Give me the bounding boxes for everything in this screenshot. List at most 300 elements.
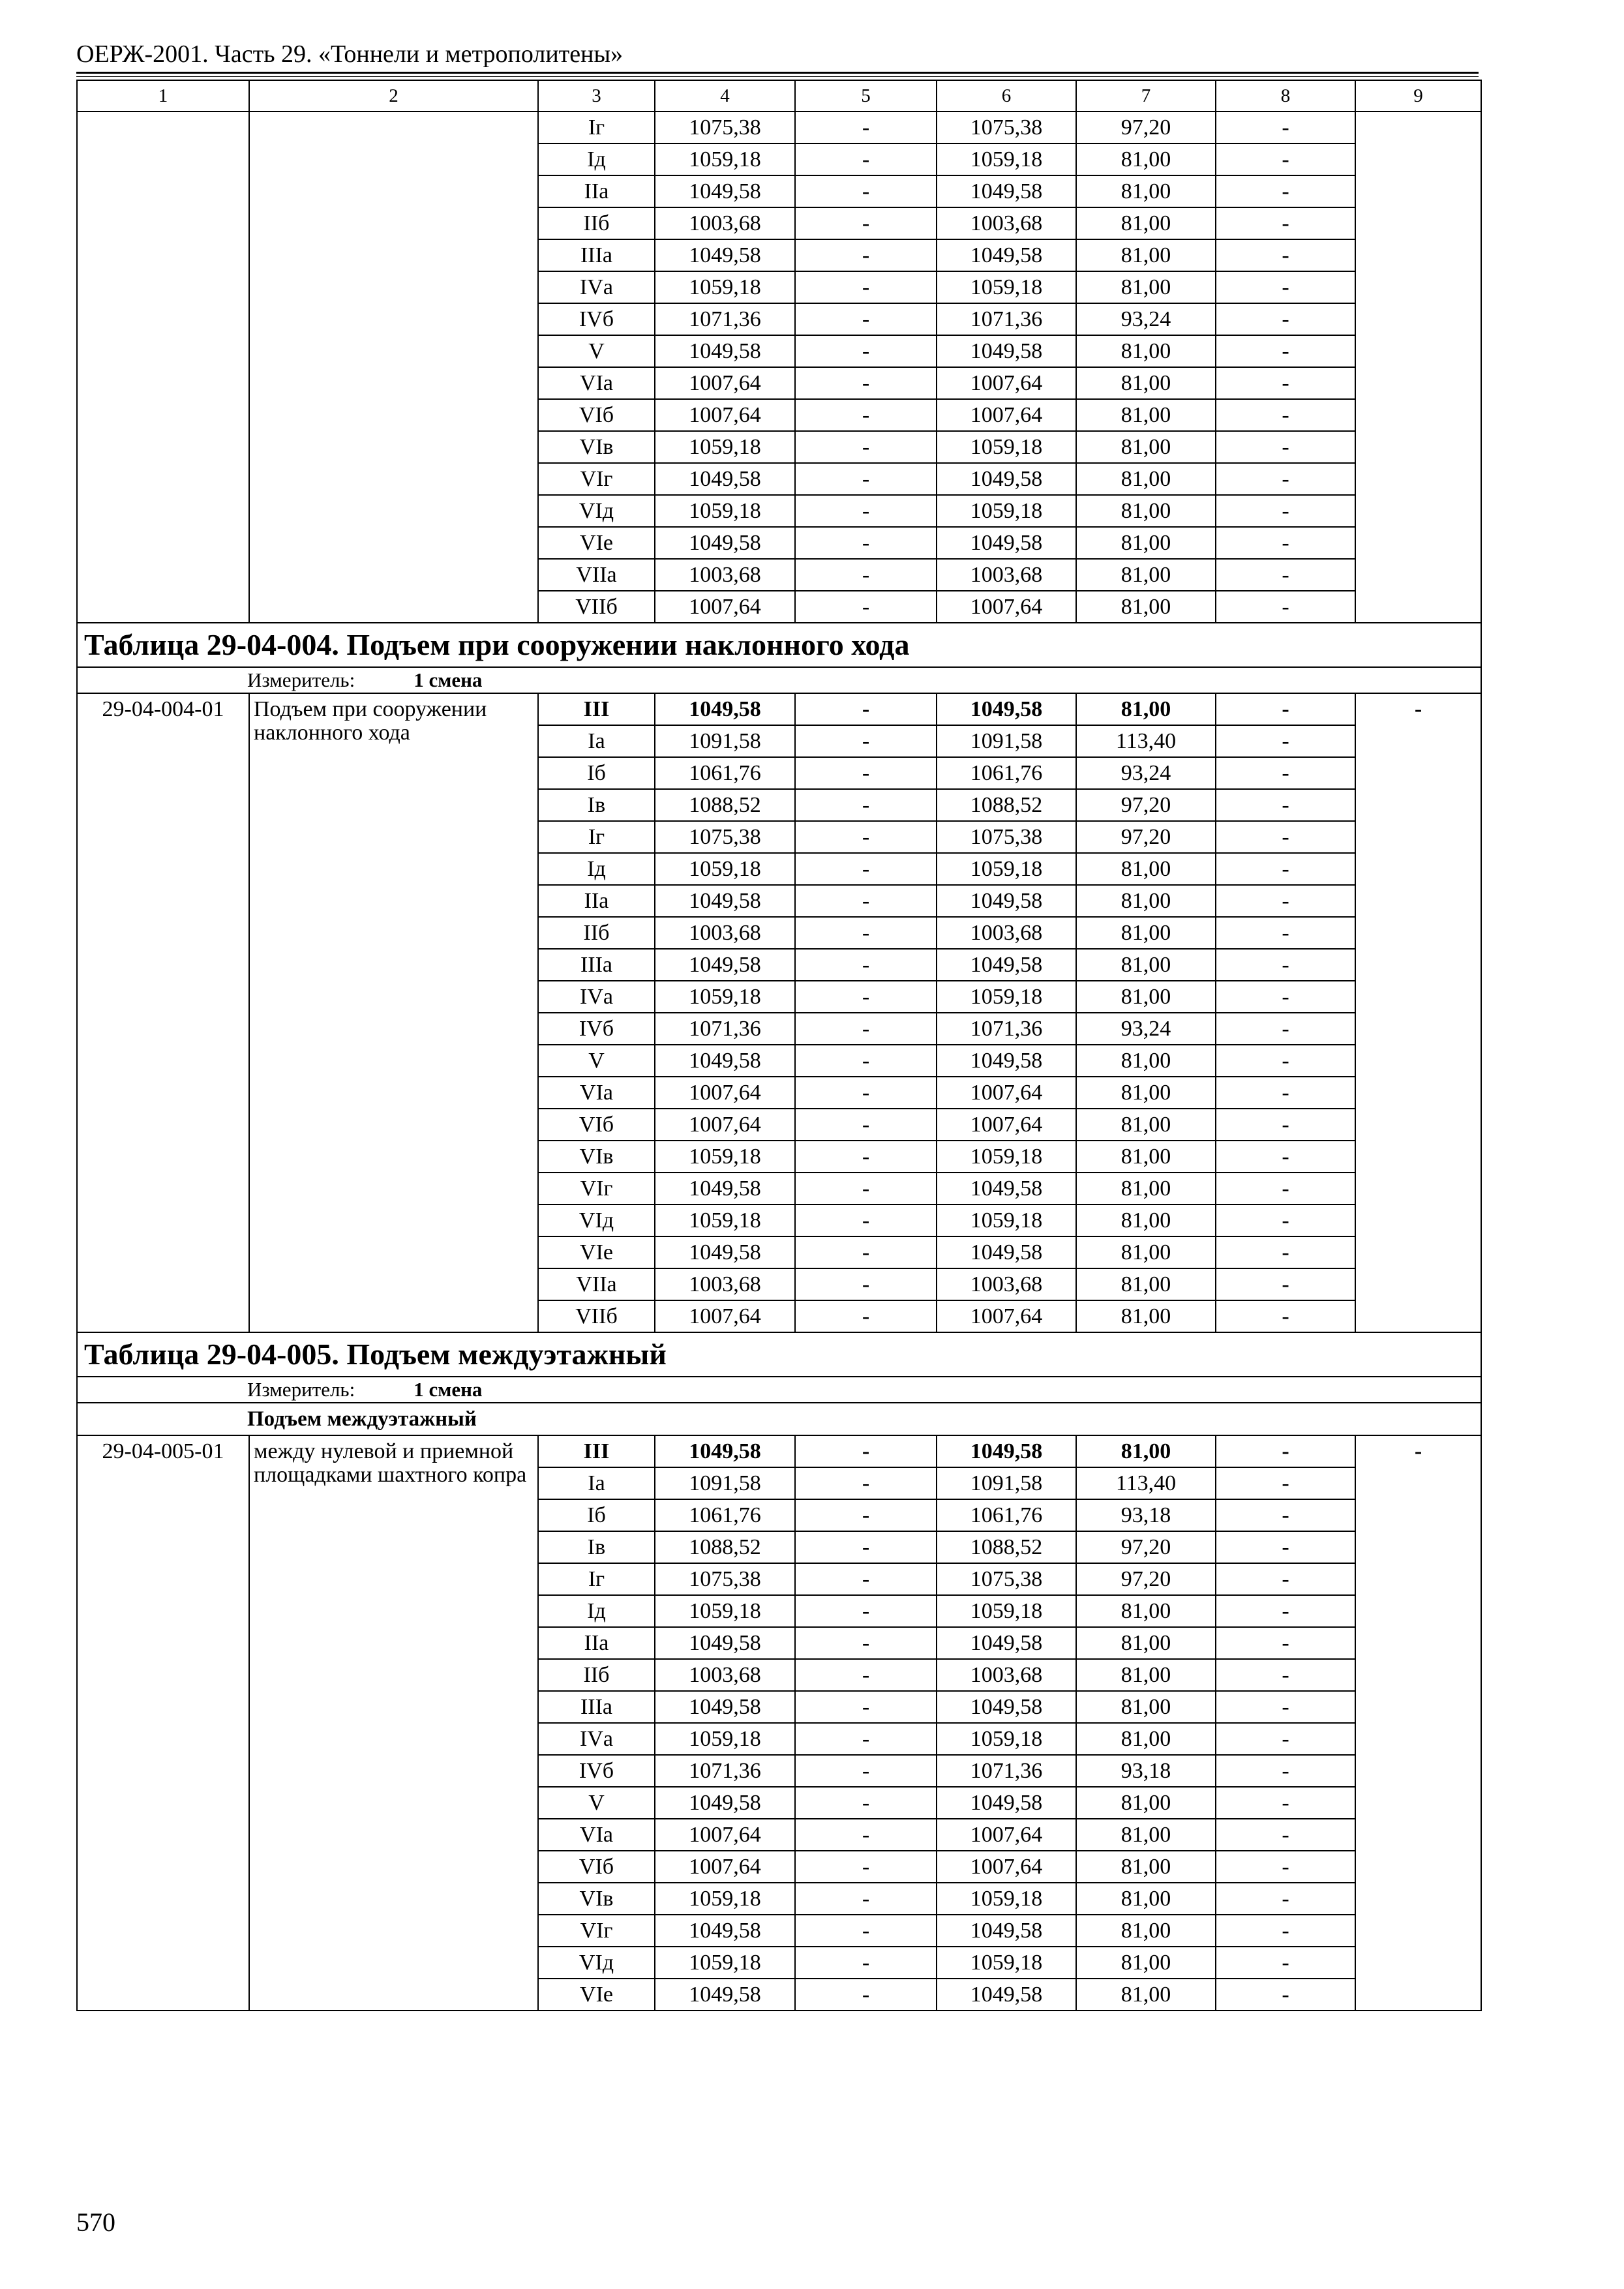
value-cell-v4: 1003,68 bbox=[655, 1268, 795, 1300]
value-cell-v5: - bbox=[795, 789, 937, 821]
value-cell-v5: - bbox=[795, 1013, 937, 1045]
value-cell-v4: 1003,68 bbox=[655, 917, 795, 949]
value-cell-v5: - bbox=[795, 1627, 937, 1659]
value-cell-v6: 1049,58 bbox=[937, 693, 1076, 725]
value-cell-v7: 81,00 bbox=[1076, 559, 1216, 591]
value-cell-v8: - bbox=[1216, 821, 1355, 853]
value-cell-v5: - bbox=[795, 693, 937, 725]
zone-code: VIе bbox=[538, 527, 655, 559]
value-cell-v5: - bbox=[795, 1467, 937, 1499]
zone-code: Iд bbox=[538, 1595, 655, 1627]
document-title: ОЕРЖ-2001. Часть 29. «Тоннели и метрополитены» bbox=[76, 40, 624, 68]
value-cell-v8: - bbox=[1216, 1109, 1355, 1141]
value-cell-v8: - bbox=[1216, 1659, 1355, 1691]
rate-code: 29-04-005-01 bbox=[77, 1435, 249, 2011]
value-cell-v8: - bbox=[1216, 1755, 1355, 1787]
value-cell-v5: - bbox=[795, 527, 937, 559]
value-cell-v8: - bbox=[1216, 1595, 1355, 1627]
value-cell-v9: - bbox=[1355, 693, 1481, 1332]
value-cell-v8: - bbox=[1216, 239, 1355, 271]
value-cell-v6: 1007,64 bbox=[937, 367, 1076, 399]
value-cell-v8: - bbox=[1216, 1204, 1355, 1236]
value-cell-v8: - bbox=[1216, 207, 1355, 239]
unit-cell bbox=[77, 667, 1481, 693]
value-cell-v7: 81,00 bbox=[1076, 1236, 1216, 1268]
zone-code: IVб bbox=[538, 1755, 655, 1787]
value-cell-v7: 81,00 bbox=[1076, 1851, 1216, 1883]
value-cell-v6: 1007,64 bbox=[937, 1109, 1076, 1141]
value-cell-v7: 81,00 bbox=[1076, 431, 1216, 463]
value-cell-v7: 113,40 bbox=[1076, 1467, 1216, 1499]
value-cell-v7: 81,00 bbox=[1076, 1595, 1216, 1627]
value-cell-v8: - bbox=[1216, 112, 1355, 143]
zone-code: VIIа bbox=[538, 1268, 655, 1300]
value-cell-v8: - bbox=[1216, 591, 1355, 623]
value-cell-v8: - bbox=[1216, 1499, 1355, 1531]
value-cell-v5: - bbox=[795, 1204, 937, 1236]
zone-code: VIа bbox=[538, 1077, 655, 1109]
value-cell-v5: - bbox=[795, 1236, 937, 1268]
value-cell-v6: 1007,64 bbox=[937, 399, 1076, 431]
value-cell-v6: 1049,58 bbox=[937, 1915, 1076, 1947]
zone-code: V bbox=[538, 1787, 655, 1819]
value-cell-v6: 1007,64 bbox=[937, 1077, 1076, 1109]
value-cell-v6: 1049,58 bbox=[937, 1236, 1076, 1268]
value-cell-v5: - bbox=[795, 335, 937, 367]
value-cell-v8: - bbox=[1216, 1979, 1355, 2011]
zone-code: Iб bbox=[538, 757, 655, 789]
value-cell-v6: 1003,68 bbox=[937, 917, 1076, 949]
zone-code: VIб bbox=[538, 1851, 655, 1883]
value-cell-v7: 81,00 bbox=[1076, 367, 1216, 399]
table-row bbox=[77, 693, 1481, 725]
value-cell-v4: 1075,38 bbox=[655, 112, 795, 143]
value-cell-v8: - bbox=[1216, 789, 1355, 821]
value-cell-v4: 1059,18 bbox=[655, 271, 795, 303]
value-cell-v7: 81,00 bbox=[1076, 207, 1216, 239]
value-cell-v7: 81,00 bbox=[1076, 1173, 1216, 1204]
value-cell-v6: 1049,58 bbox=[937, 1787, 1076, 1819]
zone-code: VIб bbox=[538, 1109, 655, 1141]
value-cell-v7: 93,18 bbox=[1076, 1755, 1216, 1787]
value-cell-v8: - bbox=[1216, 1723, 1355, 1755]
value-cell-v7: 113,40 bbox=[1076, 725, 1216, 757]
table-title-row bbox=[77, 1332, 1481, 1377]
value-cell-v4: 1003,68 bbox=[655, 559, 795, 591]
value-cell-v7: 81,00 bbox=[1076, 143, 1216, 175]
value-cell-v6: 1091,58 bbox=[937, 1467, 1076, 1499]
value-cell-v6: 1059,18 bbox=[937, 853, 1076, 885]
value-cell-v7: 97,20 bbox=[1076, 1563, 1216, 1595]
value-cell-v6: 1059,18 bbox=[937, 981, 1076, 1013]
value-cell-v5: - bbox=[795, 591, 937, 623]
zone-code: IIIа bbox=[538, 1691, 655, 1723]
value-cell-v5: - bbox=[795, 1045, 937, 1077]
value-cell-v5: - bbox=[795, 239, 937, 271]
value-cell-v6: 1049,58 bbox=[937, 1045, 1076, 1077]
value-cell-v4: 1049,58 bbox=[655, 1236, 795, 1268]
rate-name bbox=[249, 112, 538, 623]
value-cell-v7: 81,00 bbox=[1076, 239, 1216, 271]
value-cell-v6: 1049,58 bbox=[937, 949, 1076, 981]
value-cell-v4: 1007,64 bbox=[655, 399, 795, 431]
value-cell-v4: 1071,36 bbox=[655, 1755, 795, 1787]
value-cell-v5: - bbox=[795, 1851, 937, 1883]
value-cell-v5: - bbox=[795, 303, 937, 335]
zone-code: VIд bbox=[538, 495, 655, 527]
value-cell-v6: 1075,38 bbox=[937, 1563, 1076, 1595]
value-cell-v6: 1007,64 bbox=[937, 1851, 1076, 1883]
value-cell-v6: 1075,38 bbox=[937, 112, 1076, 143]
value-cell-v8: - bbox=[1216, 367, 1355, 399]
value-cell-v4: 1007,64 bbox=[655, 1077, 795, 1109]
value-cell-v4: 1007,64 bbox=[655, 1819, 795, 1851]
value-cell-v7: 97,20 bbox=[1076, 821, 1216, 853]
value-cell-v5: - bbox=[795, 981, 937, 1013]
value-cell-v8: - bbox=[1216, 1141, 1355, 1173]
zone-code: Iб bbox=[538, 1499, 655, 1531]
value-cell-v7: 81,00 bbox=[1076, 1915, 1216, 1947]
value-cell-v5: - bbox=[795, 559, 937, 591]
value-cell-v5: - bbox=[795, 1499, 937, 1531]
value-cell-v8: - bbox=[1216, 1467, 1355, 1499]
value-cell-v4: 1049,58 bbox=[655, 1435, 795, 1467]
value-cell-v7: 81,00 bbox=[1076, 1268, 1216, 1300]
value-cell-v7: 81,00 bbox=[1076, 1109, 1216, 1141]
value-cell-v4: 1049,58 bbox=[655, 175, 795, 207]
value-cell-v8: - bbox=[1216, 1819, 1355, 1851]
value-cell-v8: - bbox=[1216, 1268, 1355, 1300]
value-cell-v5: - bbox=[795, 1141, 937, 1173]
value-cell-v4: 1049,58 bbox=[655, 1691, 795, 1723]
value-cell-v5: - bbox=[795, 1819, 937, 1851]
value-cell-v7: 81,00 bbox=[1076, 527, 1216, 559]
zone-code: VIг bbox=[538, 1173, 655, 1204]
value-cell-v5: - bbox=[795, 207, 937, 239]
value-cell-v8: - bbox=[1216, 463, 1355, 495]
value-cell-v5: - bbox=[795, 1109, 937, 1141]
value-cell-v5: - bbox=[795, 1531, 937, 1563]
value-cell-v5: - bbox=[795, 1755, 937, 1787]
value-cell-v4: 1049,58 bbox=[655, 1915, 795, 1947]
column-number: 6 bbox=[937, 80, 1076, 112]
value-cell-v7: 81,00 bbox=[1076, 1141, 1216, 1173]
zone-code: VIе bbox=[538, 1979, 655, 2011]
value-cell-v6: 1049,58 bbox=[937, 1627, 1076, 1659]
unit-label: Измеритель: bbox=[247, 1378, 355, 1401]
value-cell-v8: - bbox=[1216, 143, 1355, 175]
value-cell-v7: 81,00 bbox=[1076, 1627, 1216, 1659]
value-cell-v8: - bbox=[1216, 335, 1355, 367]
value-cell-v5: - bbox=[795, 112, 937, 143]
value-cell-v8: - bbox=[1216, 1045, 1355, 1077]
value-cell-v6: 1059,18 bbox=[937, 271, 1076, 303]
value-cell-v7: 81,00 bbox=[1076, 1659, 1216, 1691]
value-cell-v4: 1007,64 bbox=[655, 1851, 795, 1883]
value-cell-v6: 1003,68 bbox=[937, 207, 1076, 239]
value-cell-v6: 1003,68 bbox=[937, 559, 1076, 591]
value-cell-v4: 1049,58 bbox=[655, 885, 795, 917]
value-cell-v4: 1049,58 bbox=[655, 1173, 795, 1204]
value-cell-v6: 1007,64 bbox=[937, 1300, 1076, 1332]
column-number: 7 bbox=[1076, 80, 1216, 112]
value-cell-v7: 81,00 bbox=[1076, 981, 1216, 1013]
value-cell-v9: - bbox=[1355, 1435, 1481, 2011]
zone-code: Iв bbox=[538, 1531, 655, 1563]
value-cell-v5: - bbox=[795, 1691, 937, 1723]
value-cell-v6: 1049,58 bbox=[937, 239, 1076, 271]
value-cell-v5: - bbox=[795, 1659, 937, 1691]
table-title-row bbox=[77, 623, 1481, 667]
zone-code: IIа bbox=[538, 1627, 655, 1659]
value-cell-v7: 81,00 bbox=[1076, 949, 1216, 981]
value-cell-v7: 81,00 bbox=[1076, 693, 1216, 725]
value-cell-v8: - bbox=[1216, 757, 1355, 789]
value-cell-v5: - bbox=[795, 725, 937, 757]
zone-code: Iд bbox=[538, 853, 655, 885]
value-cell-v4: 1003,68 bbox=[655, 207, 795, 239]
table-subtitle: Подъем междуэтажный bbox=[77, 1403, 1481, 1435]
value-cell-v4: 1049,58 bbox=[655, 1627, 795, 1659]
value-cell-v6: 1049,58 bbox=[937, 1435, 1076, 1467]
value-cell-v4: 1088,52 bbox=[655, 789, 795, 821]
zone-code: VIв bbox=[538, 1141, 655, 1173]
value-cell-v6: 1061,76 bbox=[937, 1499, 1076, 1531]
value-cell-v5: - bbox=[795, 885, 937, 917]
value-cell-v6: 1059,18 bbox=[937, 495, 1076, 527]
column-number-row bbox=[77, 80, 1481, 112]
value-cell-v5: - bbox=[795, 367, 937, 399]
value-cell-v8: - bbox=[1216, 1013, 1355, 1045]
value-cell-v8: - bbox=[1216, 1531, 1355, 1563]
value-cell-v8: - bbox=[1216, 559, 1355, 591]
value-cell-v5: - bbox=[795, 757, 937, 789]
value-cell-v7: 81,00 bbox=[1076, 175, 1216, 207]
zone-code: VIIб bbox=[538, 1300, 655, 1332]
value-cell-v6: 1071,36 bbox=[937, 303, 1076, 335]
value-cell-v5: - bbox=[795, 1787, 937, 1819]
header-rule bbox=[76, 72, 1479, 74]
value-cell-v8: - bbox=[1216, 1173, 1355, 1204]
zone-code: IIб bbox=[538, 207, 655, 239]
value-cell-v5: - bbox=[795, 495, 937, 527]
value-cell-v4: 1059,18 bbox=[655, 981, 795, 1013]
value-cell-v4: 1059,18 bbox=[655, 143, 795, 175]
zone-code: IVб bbox=[538, 1013, 655, 1045]
value-cell-v7: 81,00 bbox=[1076, 1723, 1216, 1755]
value-cell-v4: 1049,58 bbox=[655, 1045, 795, 1077]
value-cell-v4: 1059,18 bbox=[655, 1883, 795, 1915]
zone-code: VIг bbox=[538, 1915, 655, 1947]
table-row bbox=[77, 112, 1481, 143]
zone-code: Iд bbox=[538, 143, 655, 175]
value-cell-v6: 1059,18 bbox=[937, 1883, 1076, 1915]
value-cell-v8: - bbox=[1216, 1236, 1355, 1268]
value-cell-v5: - bbox=[795, 1077, 937, 1109]
value-cell-v8: - bbox=[1216, 271, 1355, 303]
value-cell-v7: 81,00 bbox=[1076, 271, 1216, 303]
unit-cell bbox=[77, 1377, 1481, 1403]
value-cell-v6: 1003,68 bbox=[937, 1659, 1076, 1691]
value-cell-v8: - bbox=[1216, 1915, 1355, 1947]
value-cell-v4: 1007,64 bbox=[655, 1300, 795, 1332]
value-cell-v4: 1007,64 bbox=[655, 367, 795, 399]
value-cell-v4: 1075,38 bbox=[655, 1563, 795, 1595]
value-cell-v7: 81,00 bbox=[1076, 1300, 1216, 1332]
value-cell-v4: 1061,76 bbox=[655, 757, 795, 789]
value-cell-v8: - bbox=[1216, 1851, 1355, 1883]
value-cell-v4: 1059,18 bbox=[655, 495, 795, 527]
value-cell-v7: 81,00 bbox=[1076, 463, 1216, 495]
value-cell-v5: - bbox=[795, 431, 937, 463]
rates-table bbox=[76, 80, 1482, 2011]
value-cell-v6: 1007,64 bbox=[937, 1819, 1076, 1851]
zone-code: VIд bbox=[538, 1204, 655, 1236]
value-cell-v8: - bbox=[1216, 1947, 1355, 1979]
column-number: 3 bbox=[538, 80, 655, 112]
value-cell-v6: 1049,58 bbox=[937, 1691, 1076, 1723]
zone-code: IIIа bbox=[538, 239, 655, 271]
zone-code: IVа bbox=[538, 981, 655, 1013]
value-cell-v7: 81,00 bbox=[1076, 917, 1216, 949]
zone-code: VIб bbox=[538, 399, 655, 431]
table-title: Таблица 29-04-004. Подъем при сооружении наклонного хода bbox=[77, 623, 1481, 667]
value-cell-v8: - bbox=[1216, 527, 1355, 559]
header-rule-thin bbox=[76, 76, 1479, 77]
table-row bbox=[77, 1435, 1481, 1467]
value-cell-v6: 1059,18 bbox=[937, 1595, 1076, 1627]
value-cell-v5: - bbox=[795, 143, 937, 175]
value-cell-v4: 1075,38 bbox=[655, 821, 795, 853]
value-cell-v8: - bbox=[1216, 1563, 1355, 1595]
value-cell-v5: - bbox=[795, 1595, 937, 1627]
value-cell-v6: 1059,18 bbox=[937, 1141, 1076, 1173]
value-cell-v5: - bbox=[795, 1723, 937, 1755]
zone-code: IIа bbox=[538, 885, 655, 917]
value-cell-v8: - bbox=[1216, 399, 1355, 431]
value-cell-v7: 81,00 bbox=[1076, 853, 1216, 885]
zone-code: IIа bbox=[538, 175, 655, 207]
zone-code: VIе bbox=[538, 1236, 655, 1268]
value-cell-v8: - bbox=[1216, 949, 1355, 981]
value-cell-v6: 1007,64 bbox=[937, 591, 1076, 623]
value-cell-v4: 1049,58 bbox=[655, 949, 795, 981]
value-cell-v4: 1049,58 bbox=[655, 1979, 795, 2011]
zone-code: VIIб bbox=[538, 591, 655, 623]
value-cell-v8: - bbox=[1216, 495, 1355, 527]
column-number: 5 bbox=[795, 80, 937, 112]
unit-label: Измеритель: bbox=[247, 668, 355, 691]
value-cell-v6: 1088,52 bbox=[937, 1531, 1076, 1563]
zone-code: VIIа bbox=[538, 559, 655, 591]
value-cell-v6: 1071,36 bbox=[937, 1755, 1076, 1787]
value-cell-v8: - bbox=[1216, 303, 1355, 335]
zone-code: III bbox=[538, 1435, 655, 1467]
value-cell-v7: 81,00 bbox=[1076, 1204, 1216, 1236]
zone-code: Iг bbox=[538, 112, 655, 143]
value-cell-v8: - bbox=[1216, 1077, 1355, 1109]
value-cell-v6: 1003,68 bbox=[937, 1268, 1076, 1300]
value-cell-v6: 1061,76 bbox=[937, 757, 1076, 789]
value-cell-v5: - bbox=[795, 821, 937, 853]
unit-value: 1 смена bbox=[414, 1378, 483, 1401]
value-cell-v7: 97,20 bbox=[1076, 1531, 1216, 1563]
value-cell-v5: - bbox=[795, 917, 937, 949]
value-cell-v6: 1049,58 bbox=[937, 335, 1076, 367]
unit-value: 1 смена bbox=[414, 668, 483, 691]
value-cell-v4: 1059,18 bbox=[655, 431, 795, 463]
value-cell-v6: 1049,58 bbox=[937, 885, 1076, 917]
zone-code: VIа bbox=[538, 367, 655, 399]
value-cell-v7: 93,24 bbox=[1076, 757, 1216, 789]
value-cell-v7: 81,00 bbox=[1076, 591, 1216, 623]
value-cell-v5: - bbox=[795, 1947, 937, 1979]
zone-code: Iг bbox=[538, 1563, 655, 1595]
column-number: 4 bbox=[655, 80, 795, 112]
zone-code: V bbox=[538, 1045, 655, 1077]
value-cell-v4: 1071,36 bbox=[655, 1013, 795, 1045]
value-cell-v6: 1071,36 bbox=[937, 1013, 1076, 1045]
zone-code: IIб bbox=[538, 917, 655, 949]
value-cell-v4: 1059,18 bbox=[655, 853, 795, 885]
value-cell-v7: 81,00 bbox=[1076, 1691, 1216, 1723]
unit-row bbox=[77, 667, 1481, 693]
value-cell-v8: - bbox=[1216, 175, 1355, 207]
value-cell-v6: 1059,18 bbox=[937, 431, 1076, 463]
value-cell-v5: - bbox=[795, 1979, 937, 2011]
value-cell-v8: - bbox=[1216, 1691, 1355, 1723]
value-cell-v7: 81,00 bbox=[1076, 335, 1216, 367]
value-cell-v4: 1003,68 bbox=[655, 1659, 795, 1691]
rate-name: Подъем при сооружении наклонного хода bbox=[249, 693, 538, 1332]
value-cell-v7: 81,00 bbox=[1076, 1883, 1216, 1915]
value-cell-v7: 81,00 bbox=[1076, 495, 1216, 527]
value-cell-v5: - bbox=[795, 1883, 937, 1915]
value-cell-v4: 1049,58 bbox=[655, 693, 795, 725]
value-cell-v4: 1088,52 bbox=[655, 1531, 795, 1563]
value-cell-v5: - bbox=[795, 1300, 937, 1332]
value-cell-v4: 1049,58 bbox=[655, 527, 795, 559]
zone-code: Iг bbox=[538, 821, 655, 853]
value-cell-v4: 1091,58 bbox=[655, 1467, 795, 1499]
value-cell-v4: 1049,58 bbox=[655, 1787, 795, 1819]
value-cell-v7: 81,00 bbox=[1076, 1077, 1216, 1109]
value-cell-v5: - bbox=[795, 1435, 937, 1467]
zone-code: V bbox=[538, 335, 655, 367]
subtitle-row bbox=[77, 1403, 1481, 1435]
rate-code bbox=[77, 112, 249, 623]
zone-code: IVа bbox=[538, 271, 655, 303]
zone-code: Iа bbox=[538, 1467, 655, 1499]
value-cell-v9 bbox=[1355, 112, 1481, 623]
value-cell-v7: 81,00 bbox=[1076, 1947, 1216, 1979]
unit-row bbox=[77, 1377, 1481, 1403]
value-cell-v7: 81,00 bbox=[1076, 1045, 1216, 1077]
zone-code: IVа bbox=[538, 1723, 655, 1755]
column-number: 8 bbox=[1216, 80, 1355, 112]
value-cell-v5: - bbox=[795, 175, 937, 207]
value-cell-v8: - bbox=[1216, 1300, 1355, 1332]
zone-code: III bbox=[538, 693, 655, 725]
zone-code: VIв bbox=[538, 1883, 655, 1915]
value-cell-v5: - bbox=[795, 1915, 937, 1947]
value-cell-v6: 1049,58 bbox=[937, 463, 1076, 495]
value-cell-v5: - bbox=[795, 271, 937, 303]
value-cell-v7: 81,00 bbox=[1076, 1819, 1216, 1851]
value-cell-v4: 1007,64 bbox=[655, 591, 795, 623]
value-cell-v6: 1059,18 bbox=[937, 143, 1076, 175]
value-cell-v7: 81,00 bbox=[1076, 1979, 1216, 2011]
